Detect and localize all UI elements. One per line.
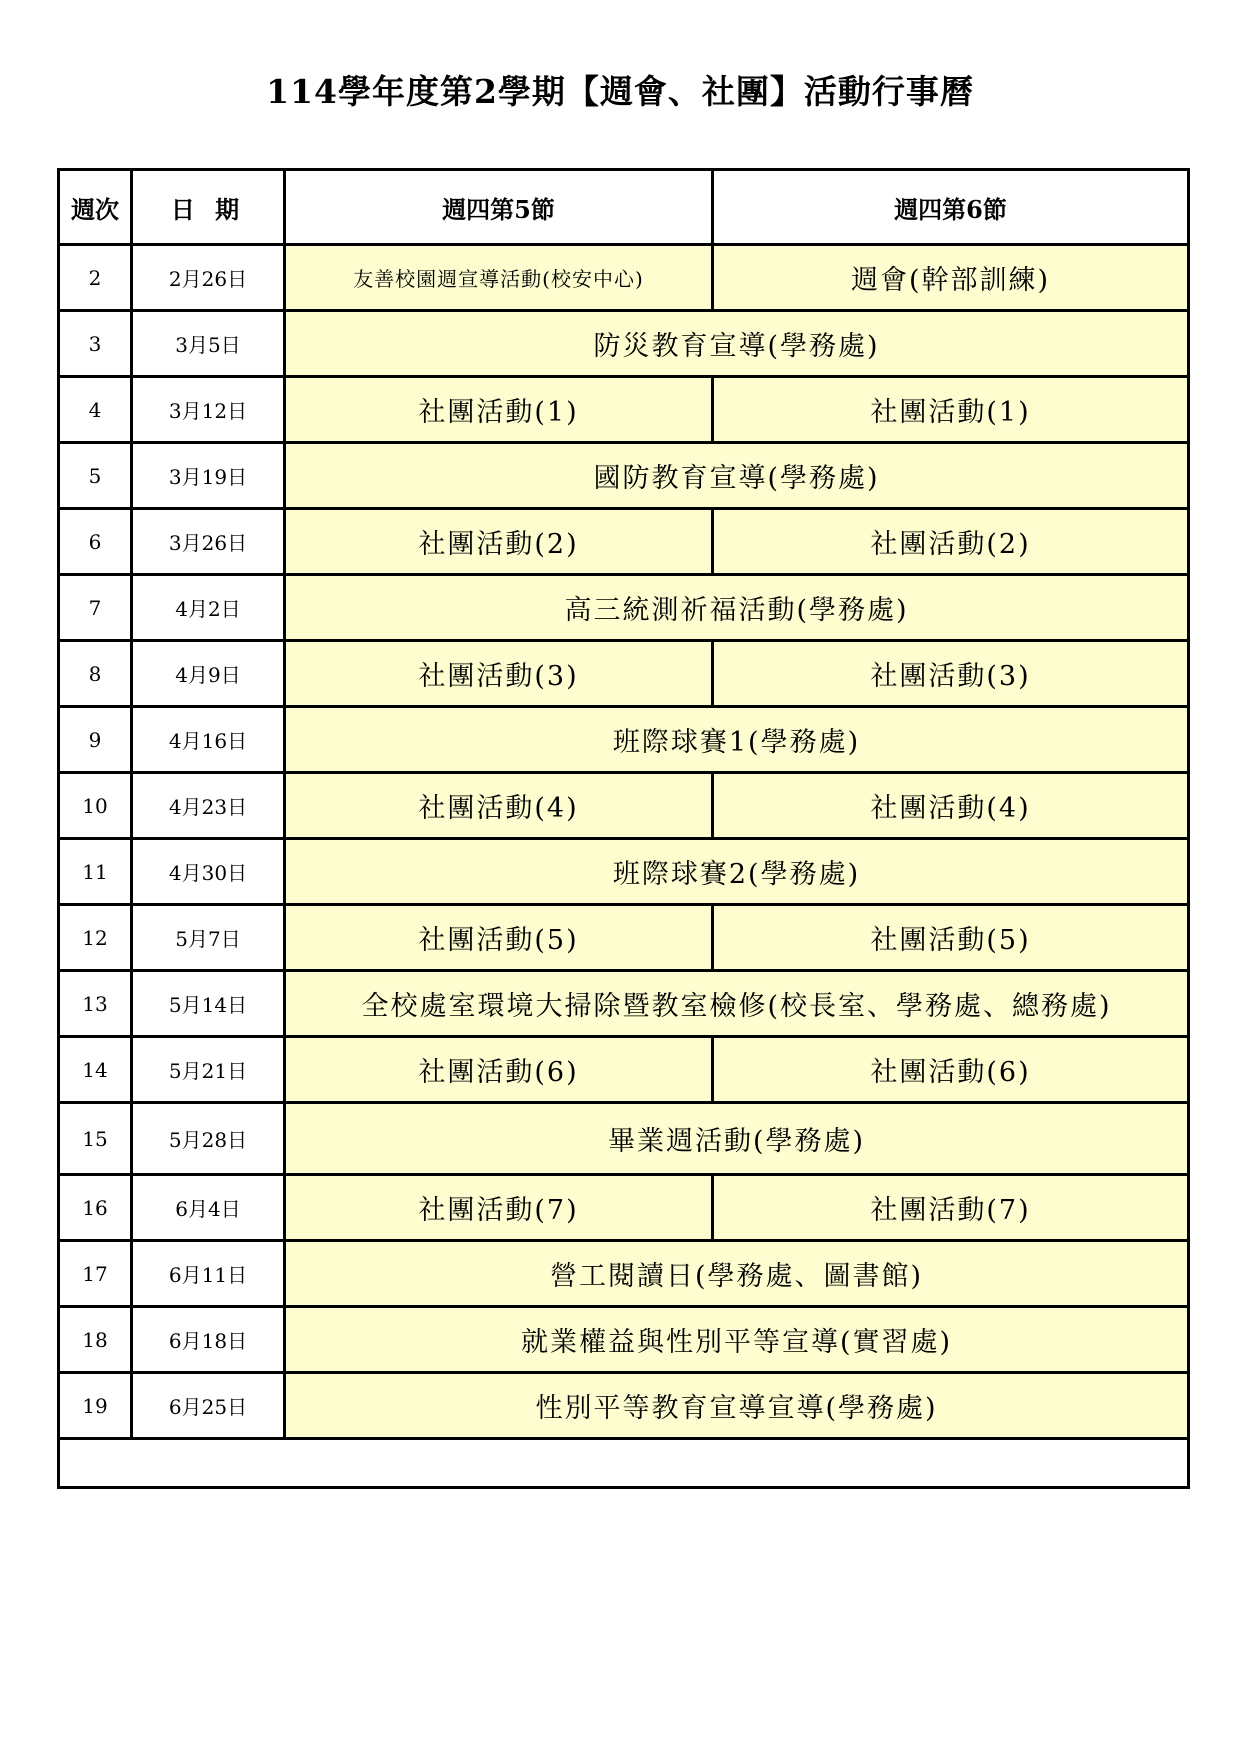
calendar-body	[59, 245, 1189, 1488]
table-row	[59, 311, 1189, 377]
merged-event-cell: 高三統測祈福活動(學務處)	[285, 575, 1189, 641]
period-6-cell: 社團活動(2)	[713, 509, 1189, 575]
week-cell: 14	[59, 1037, 132, 1103]
merged-event-cell: 班際球賽2(學務處)	[285, 839, 1189, 905]
date-cell: 4月23日	[132, 773, 285, 839]
table-row	[59, 1373, 1189, 1439]
week-cell: 7	[59, 575, 132, 641]
week-cell: 3	[59, 311, 132, 377]
table-row	[59, 641, 1189, 707]
table-row	[59, 245, 1189, 311]
activity-calendar-table	[57, 168, 1190, 1489]
week-cell: 4	[59, 377, 132, 443]
merged-event-cell: 性別平等教育宣導宣導(學務處)	[285, 1373, 1189, 1439]
date-cell: 6月25日	[132, 1373, 285, 1439]
date-cell: 3月26日	[132, 509, 285, 575]
date-cell: 4月9日	[132, 641, 285, 707]
merged-event-cell: 營工閱讀日(學務處、圖書館)	[285, 1241, 1189, 1307]
period-5-cell: 社團活動(5)	[285, 905, 713, 971]
week-cell: 6	[59, 509, 132, 575]
period-6-cell: 社團活動(6)	[713, 1037, 1189, 1103]
date-cell: 3月19日	[132, 443, 285, 509]
table-row	[59, 443, 1189, 509]
table-row	[59, 839, 1189, 905]
header-period-6: 週四第6節	[713, 170, 1189, 245]
table-row	[59, 1103, 1189, 1175]
header-row	[59, 170, 1189, 245]
date-cell: 5月14日	[132, 971, 285, 1037]
table-row	[59, 905, 1189, 971]
table-row	[59, 1037, 1189, 1103]
week-cell: 13	[59, 971, 132, 1037]
merged-event-cell: 就業權益與性別平等宣導(實習處)	[285, 1307, 1189, 1373]
merged-event-cell: 全校處室環境大掃除暨教室檢修(校長室、學務處、總務處)	[285, 971, 1189, 1037]
period-5-cell: 社團活動(7)	[285, 1175, 713, 1241]
table-row	[59, 971, 1189, 1037]
date-cell: 6月11日	[132, 1241, 285, 1307]
period-5-cell: 社團活動(1)	[285, 377, 713, 443]
week-cell: 10	[59, 773, 132, 839]
week-cell: 2	[59, 245, 132, 311]
table-row	[59, 1241, 1189, 1307]
page-title: 114學年度第2學期【週會、社團】活動行事曆	[266, 72, 974, 111]
week-cell: 19	[59, 1373, 132, 1439]
date-cell: 6月4日	[132, 1175, 285, 1241]
table-row	[59, 707, 1189, 773]
table-row	[59, 1175, 1189, 1241]
week-cell: 8	[59, 641, 132, 707]
header-date: 日 期	[132, 170, 285, 245]
week-cell: 17	[59, 1241, 132, 1307]
merged-event-cell: 防災教育宣導(學務處)	[285, 311, 1189, 377]
date-cell: 4月30日	[132, 839, 285, 905]
date-cell: 4月16日	[132, 707, 285, 773]
period-5-cell: 友善校園週宣導活動(校安中心)	[285, 245, 713, 311]
table-row	[59, 509, 1189, 575]
table-row	[59, 1307, 1189, 1373]
period-6-cell: 社團活動(7)	[713, 1175, 1189, 1241]
week-cell: 11	[59, 839, 132, 905]
merged-event-cell: 國防教育宣導(學務處)	[285, 443, 1189, 509]
period-5-cell: 社團活動(6)	[285, 1037, 713, 1103]
week-cell: 18	[59, 1307, 132, 1373]
date-cell: 3月12日	[132, 377, 285, 443]
period-5-cell: 社團活動(2)	[285, 509, 713, 575]
merged-event-cell: 畢業週活動(學務處)	[285, 1103, 1189, 1175]
empty-footer-cell	[59, 1439, 1189, 1488]
period-6-cell: 社團活動(5)	[713, 905, 1189, 971]
week-cell: 15	[59, 1103, 132, 1175]
table-row	[59, 773, 1189, 839]
empty-footer-row	[59, 1439, 1189, 1488]
table-row	[59, 377, 1189, 443]
week-cell: 9	[59, 707, 132, 773]
date-cell: 2月26日	[132, 245, 285, 311]
date-cell: 5月7日	[132, 905, 285, 971]
period-5-cell: 社團活動(3)	[285, 641, 713, 707]
period-6-cell: 社團活動(1)	[713, 377, 1189, 443]
date-cell: 6月18日	[132, 1307, 285, 1373]
date-cell: 5月28日	[132, 1103, 285, 1175]
period-6-cell: 社團活動(3)	[713, 641, 1189, 707]
header-period-5: 週四第5節	[285, 170, 713, 245]
week-cell: 12	[59, 905, 132, 971]
week-cell: 16	[59, 1175, 132, 1241]
table-row	[59, 575, 1189, 641]
week-cell: 5	[59, 443, 132, 509]
period-6-cell: 週會(幹部訓練)	[713, 245, 1189, 311]
date-cell: 4月2日	[132, 575, 285, 641]
period-6-cell: 社團活動(4)	[713, 773, 1189, 839]
date-cell: 5月21日	[132, 1037, 285, 1103]
header-week: 週次	[59, 170, 132, 245]
date-cell: 3月5日	[132, 311, 285, 377]
period-5-cell: 社團活動(4)	[285, 773, 713, 839]
merged-event-cell: 班際球賽1(學務處)	[285, 707, 1189, 773]
